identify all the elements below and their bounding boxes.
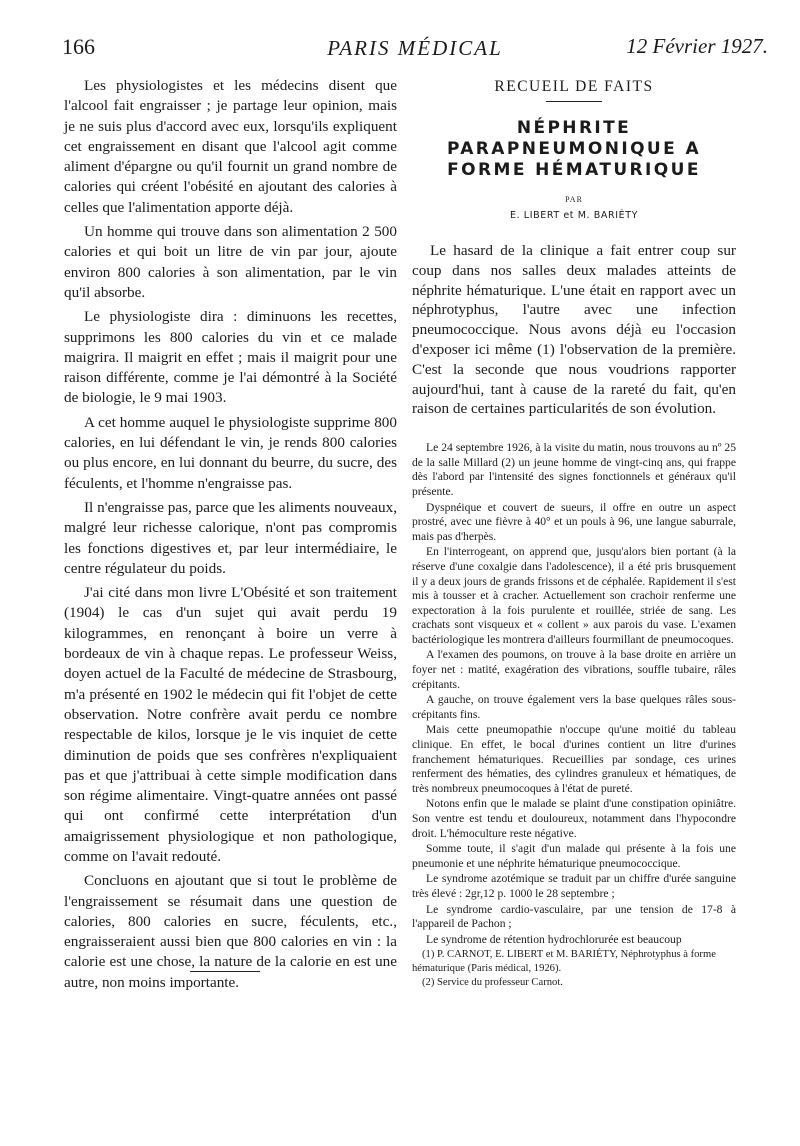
intro-text bbox=[412, 241, 736, 419]
paragraph: Mais cette pneumopathie n'occupe qu'une moitié du tableau clinique. En effet, le bocal d'urines contient un litre d'urines franchement hématuriques. Recueillies par sondage, ces urines renferment des hématies, des cylindres granuleux et hématiques, de très nombreux pneumocoques à l'état de pureté. bbox=[412, 723, 736, 795]
footnote: (2) Service du professeur Carnot. bbox=[422, 977, 563, 989]
paragraph: Un homme qui trouve dans son alimentation 2 500 calories et qui boit un litre de vin par jour, ajoute environ 800 calories à son alimentation, par le vin qu'il absorbe. bbox=[64, 223, 397, 301]
byline-par: PAR bbox=[565, 195, 583, 204]
authors: E. LIBERT et M. BARIÉTY bbox=[509, 210, 639, 221]
page-header bbox=[62, 34, 768, 64]
footnote: (1) P. CARNOT, E. LIBERT et M. BARIÉTY, Néphrotyphus à forme hématurique (Paris médical, 1926). bbox=[412, 949, 716, 975]
section-rule bbox=[546, 101, 602, 102]
paragraph: Le 24 septembre 1926, à la visite du matin, nous trouvons au nº 25 de la salle Millard (2) un jeune homme de vingt-cinq ans, qui frappe dès l'abord par l'intensité des signes fonctionnels et généraux qu'il présente. bbox=[412, 441, 736, 498]
paragraph: Le syndrome de rétention hydrochlorurée est beaucoup bbox=[426, 932, 682, 946]
left-column bbox=[64, 76, 397, 993]
paragraph: Le syndrome azotémique se traduit par un chiffre d'urée sanguine très élevé : 2gr,12 p. 1000 le 28 septembre ; bbox=[412, 872, 736, 900]
paragraph: Notons enfin que le malade se plaint d'une constipation opiniâtre. Son ventre est tendu et douloureux, notamment dans l'hypocondre droit. L'hémoculture reste négative. bbox=[412, 797, 736, 840]
paragraph: Concluons en ajoutant que si tout le problème de l'engraissement se résumait dans une question de calories, 800 calories en sucre, féculents, etc., engraisseraient aussi bien que 800 calories en vin : la calorie est une chose, la nature de la calorie en est une autre, non moins importante. bbox=[64, 872, 397, 991]
paragraph: J'ai cité dans mon livre L'Obésité et son traitement (1904) le cas d'un sujet qui avait perdu 19 kilogrammes, en renonçant à boire un verre à bordeaux de vin à chaque repas. Le professeur Weiss, doyen actuel de la Faculté de médecine de Strasbourg, m'a présenté en 1902 le médecin qui fit l'objet de cette observation. Notre confrère avait perdu ce nombre respectable de kilos, lorsque je le vis inquiet de cette diminution de poids que ses confrères n'expliquaient pas et que j'attribuai à cette simple modification dans son régime alimentaire. Vingt-quatre années ont passé qui ont confirmé cette interprétation d'un amaigrissement physiologique et non pathologique, comme on l'avait redouté. bbox=[64, 584, 397, 865]
title-line: PARAPNEUMONIQUE A bbox=[446, 139, 702, 159]
paragraph: Dyspnéique et couvert de sueurs, il offre en outre un aspect prostré, avec une fièvre à 40° et un pouls à 96, une langue saburrale, mais pas d'herpès. bbox=[412, 500, 736, 543]
article-title bbox=[412, 118, 736, 181]
title-line: FORME HÉMATURIQUE bbox=[447, 160, 701, 180]
case-report bbox=[412, 441, 736, 947]
section-heading: RECUEIL DE FAITS bbox=[494, 78, 654, 95]
paragraph: A cet homme auquel le physiologiste supprime 800 calories, en lui défendant le vin, je rends 800 calories ou plus encore, en lui donnant du beurre, du sucre, des féculents, et l'homme n'engraisse pas. bbox=[64, 413, 397, 492]
title-line: NÉPHRITE bbox=[516, 118, 632, 138]
paragraph: Le physiologiste dira : diminuons les recettes, supprimons les 800 calories du vin et ce malade maigrira. Il maigrit en effet ; mais il maigrit pour une raison différente, comme je l'ai démontré à la Société de biologie, le 9 mai 1903. bbox=[64, 308, 397, 407]
paragraph: A l'examen des poumons, on trouve à la base droite en arrière un foyer net : matité, exagération des vibrations, souffle tubaire, râles crépitants. bbox=[412, 648, 736, 691]
footnotes bbox=[412, 948, 736, 990]
paragraph: Le syndrome cardio-vasculaire, par une tension de 17-8 à l'appareil de Pachon ; bbox=[412, 902, 736, 931]
right-column bbox=[412, 78, 736, 990]
page-number: 166 bbox=[62, 34, 95, 59]
paragraph: A gauche, on trouve également vers la base quelques râles sous-crépitants fins. bbox=[412, 693, 736, 721]
column-end-rule bbox=[190, 971, 260, 972]
journal-title: PARIS MÉDICAL bbox=[327, 36, 503, 60]
paragraph: Il n'engraisse pas, parce que les aliments nouveaux, malgré leur richesse calorique, n'ont pas compromis les fonctions digestives et, par leur intermédiaire, le centre régulateur du poids. bbox=[64, 498, 397, 577]
issue-date: 12 Février 1927. bbox=[626, 34, 768, 58]
paragraph: Le hasard de la clinique a fait entrer coup sur coup dans nos salles deux malades atteints de néphrite hématurique. L'une était en rapport avec un néphrotyphus, l'autre avec une infection pneumococcique. Nous avons déjà eu l'occasion d'exposer ici même (1) l'observation de la première. C'est la seconde que nous voudrions rapporter aujourd'hui, tant à cause de la rareté du fait, qu'en raison de certaines particularités de son évolution. bbox=[412, 242, 736, 418]
paragraph: En l'interrogeant, on apprend que, jusqu'alors bien portant (à la réserve d'une coxalgie dans l'adolescence), il a été pris brusquement il y a deux jours de grands frissons et de céphalée. Rapidement il s'est mis à tousser et à cracher. Actuellement son crachoir renferme une expectoration à la fois purulente et rouillée, striée de sang. Les crachats sont visqueux et « collent » aux parois du vase. L'examen bactériologique les montrera d'ailleurs fourmillant de pneumocoques. bbox=[412, 545, 736, 646]
paragraph: Somme toute, il s'agit d'un malade qui présente à la fois une pneumonie et une néphrite hématurique pneumococcique. bbox=[412, 842, 736, 870]
paragraph: Les physiologistes et les médecins disent que l'alcool fait engraisser ; je partage leur opinion, mais je ne suis plus d'accord avec eux, lorsqu'ils expliquent cet engraissement en disant que l'alcool agit comme aliment d'épargne ou qu'il fournit un grand nombre de calories qui créent l'obésité en ajoutant des calories à celles que l'alimentation apporte déjà. bbox=[64, 77, 397, 216]
